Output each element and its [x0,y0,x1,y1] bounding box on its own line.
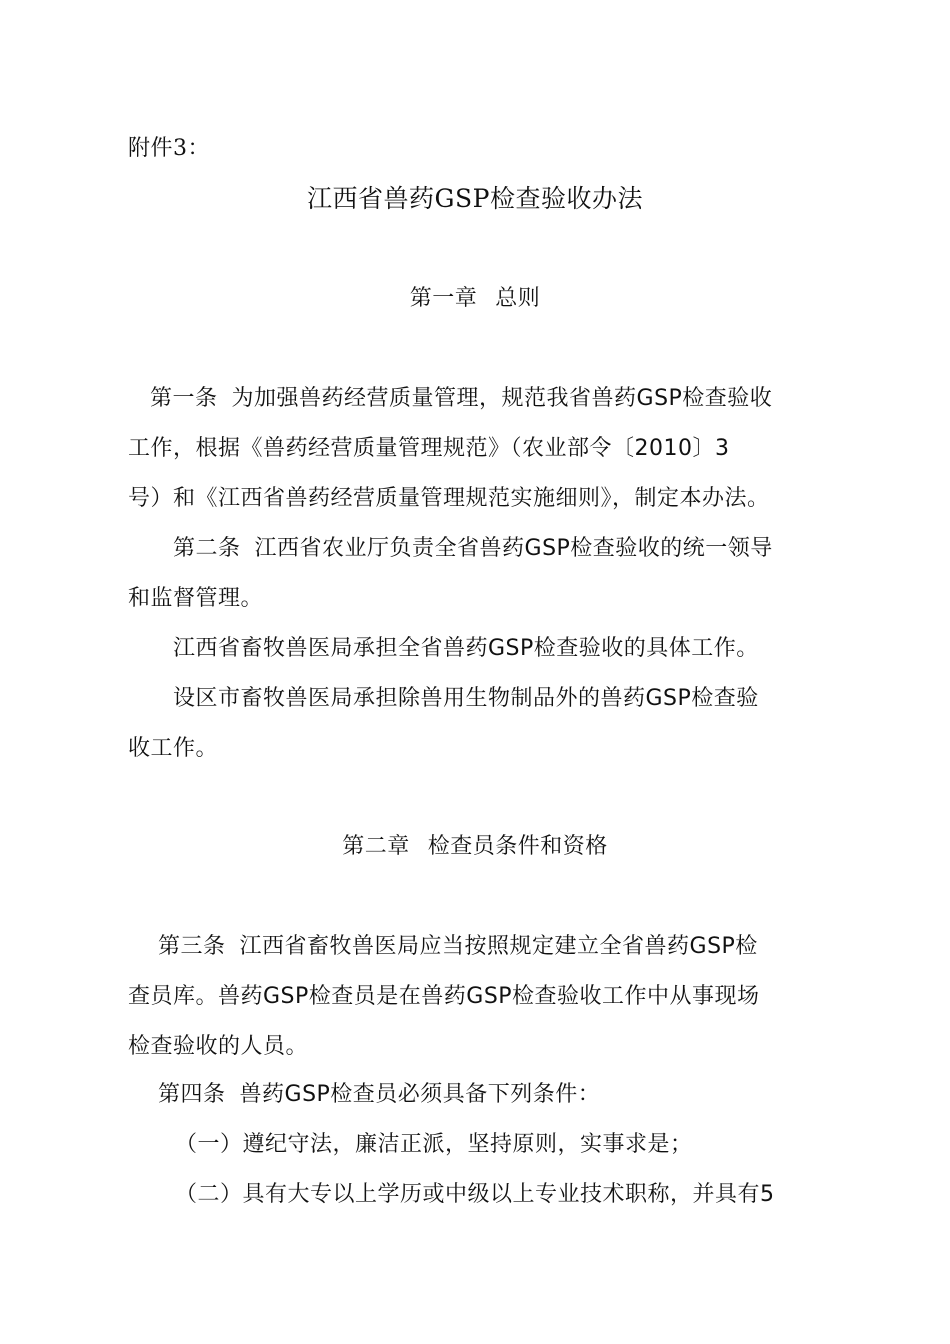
paragraph-city-line-1: 设区市畜牧兽医局承担除兽用生物制品外的兽药GSP检查验 [173,686,759,711]
article-2-label: 第二条 [173,536,241,561]
article-1-line-1 [150,384,772,414]
condition-item-1: （一）遵纪守法，廉洁正派，坚持原则，实事求是； [175,1132,693,1157]
chapter-1-number: 第一章 [409,286,478,311]
article-3-text-1: 江西省畜牧兽医局应当按照规定建立全省兽药GSP检 [239,934,758,959]
article-3-line-1 [158,932,758,962]
article-2-line-1 [173,534,773,564]
chapter-2-number: 第二章 [342,834,410,859]
article-3-line-3: 检查验收的人员。 [128,1034,309,1059]
article-2-text-1: 江西省农业厅负责全省兽药GSP检查验收的统一领导 [254,536,773,561]
article-1-line-3: 号）和《江西省兽药经营质量管理规范实施细则》，制定本办法。 [128,486,770,511]
condition-item-2: （二）具有大专以上学历或中级以上专业技术职称，并具有5 [175,1182,775,1207]
article-4-line-1 [158,1080,600,1110]
attachment-label: 附件3： [128,136,210,161]
article-4-text-1: 兽药GSP检查员必须具备下列条件： [239,1082,601,1107]
article-3-line-2: 查员库。兽药GSP检查员是在兽药GSP检查验收工作中从事现场 [128,984,760,1009]
paragraph-city-line-2: 收工作。 [128,736,219,761]
chapter-2-name: 检查员条件和资格 [427,834,608,859]
paragraph-bureau: 江西省畜牧兽医局承担全省兽药GSP检查验收的具体工作。 [173,636,759,661]
chapter-2-heading [0,832,950,862]
article-1-label: 第一条 [150,386,218,411]
chapter-1-heading [0,284,950,314]
chapter-1-name: 总则 [495,286,541,311]
article-4-label: 第四条 [158,1082,226,1107]
article-1-text-1: 为加强兽药经营质量管理，规范我省兽药GSP检查验收 [231,386,773,411]
article-2-line-2: 和监督管理。 [128,586,264,611]
article-3-label: 第三条 [158,934,226,959]
article-1-line-2: 工作，根据《兽药经营质量管理规范》（农业部令〔2010〕3 [128,436,730,461]
document-title: 江西省兽药GSP检查验收办法 [307,184,643,213]
